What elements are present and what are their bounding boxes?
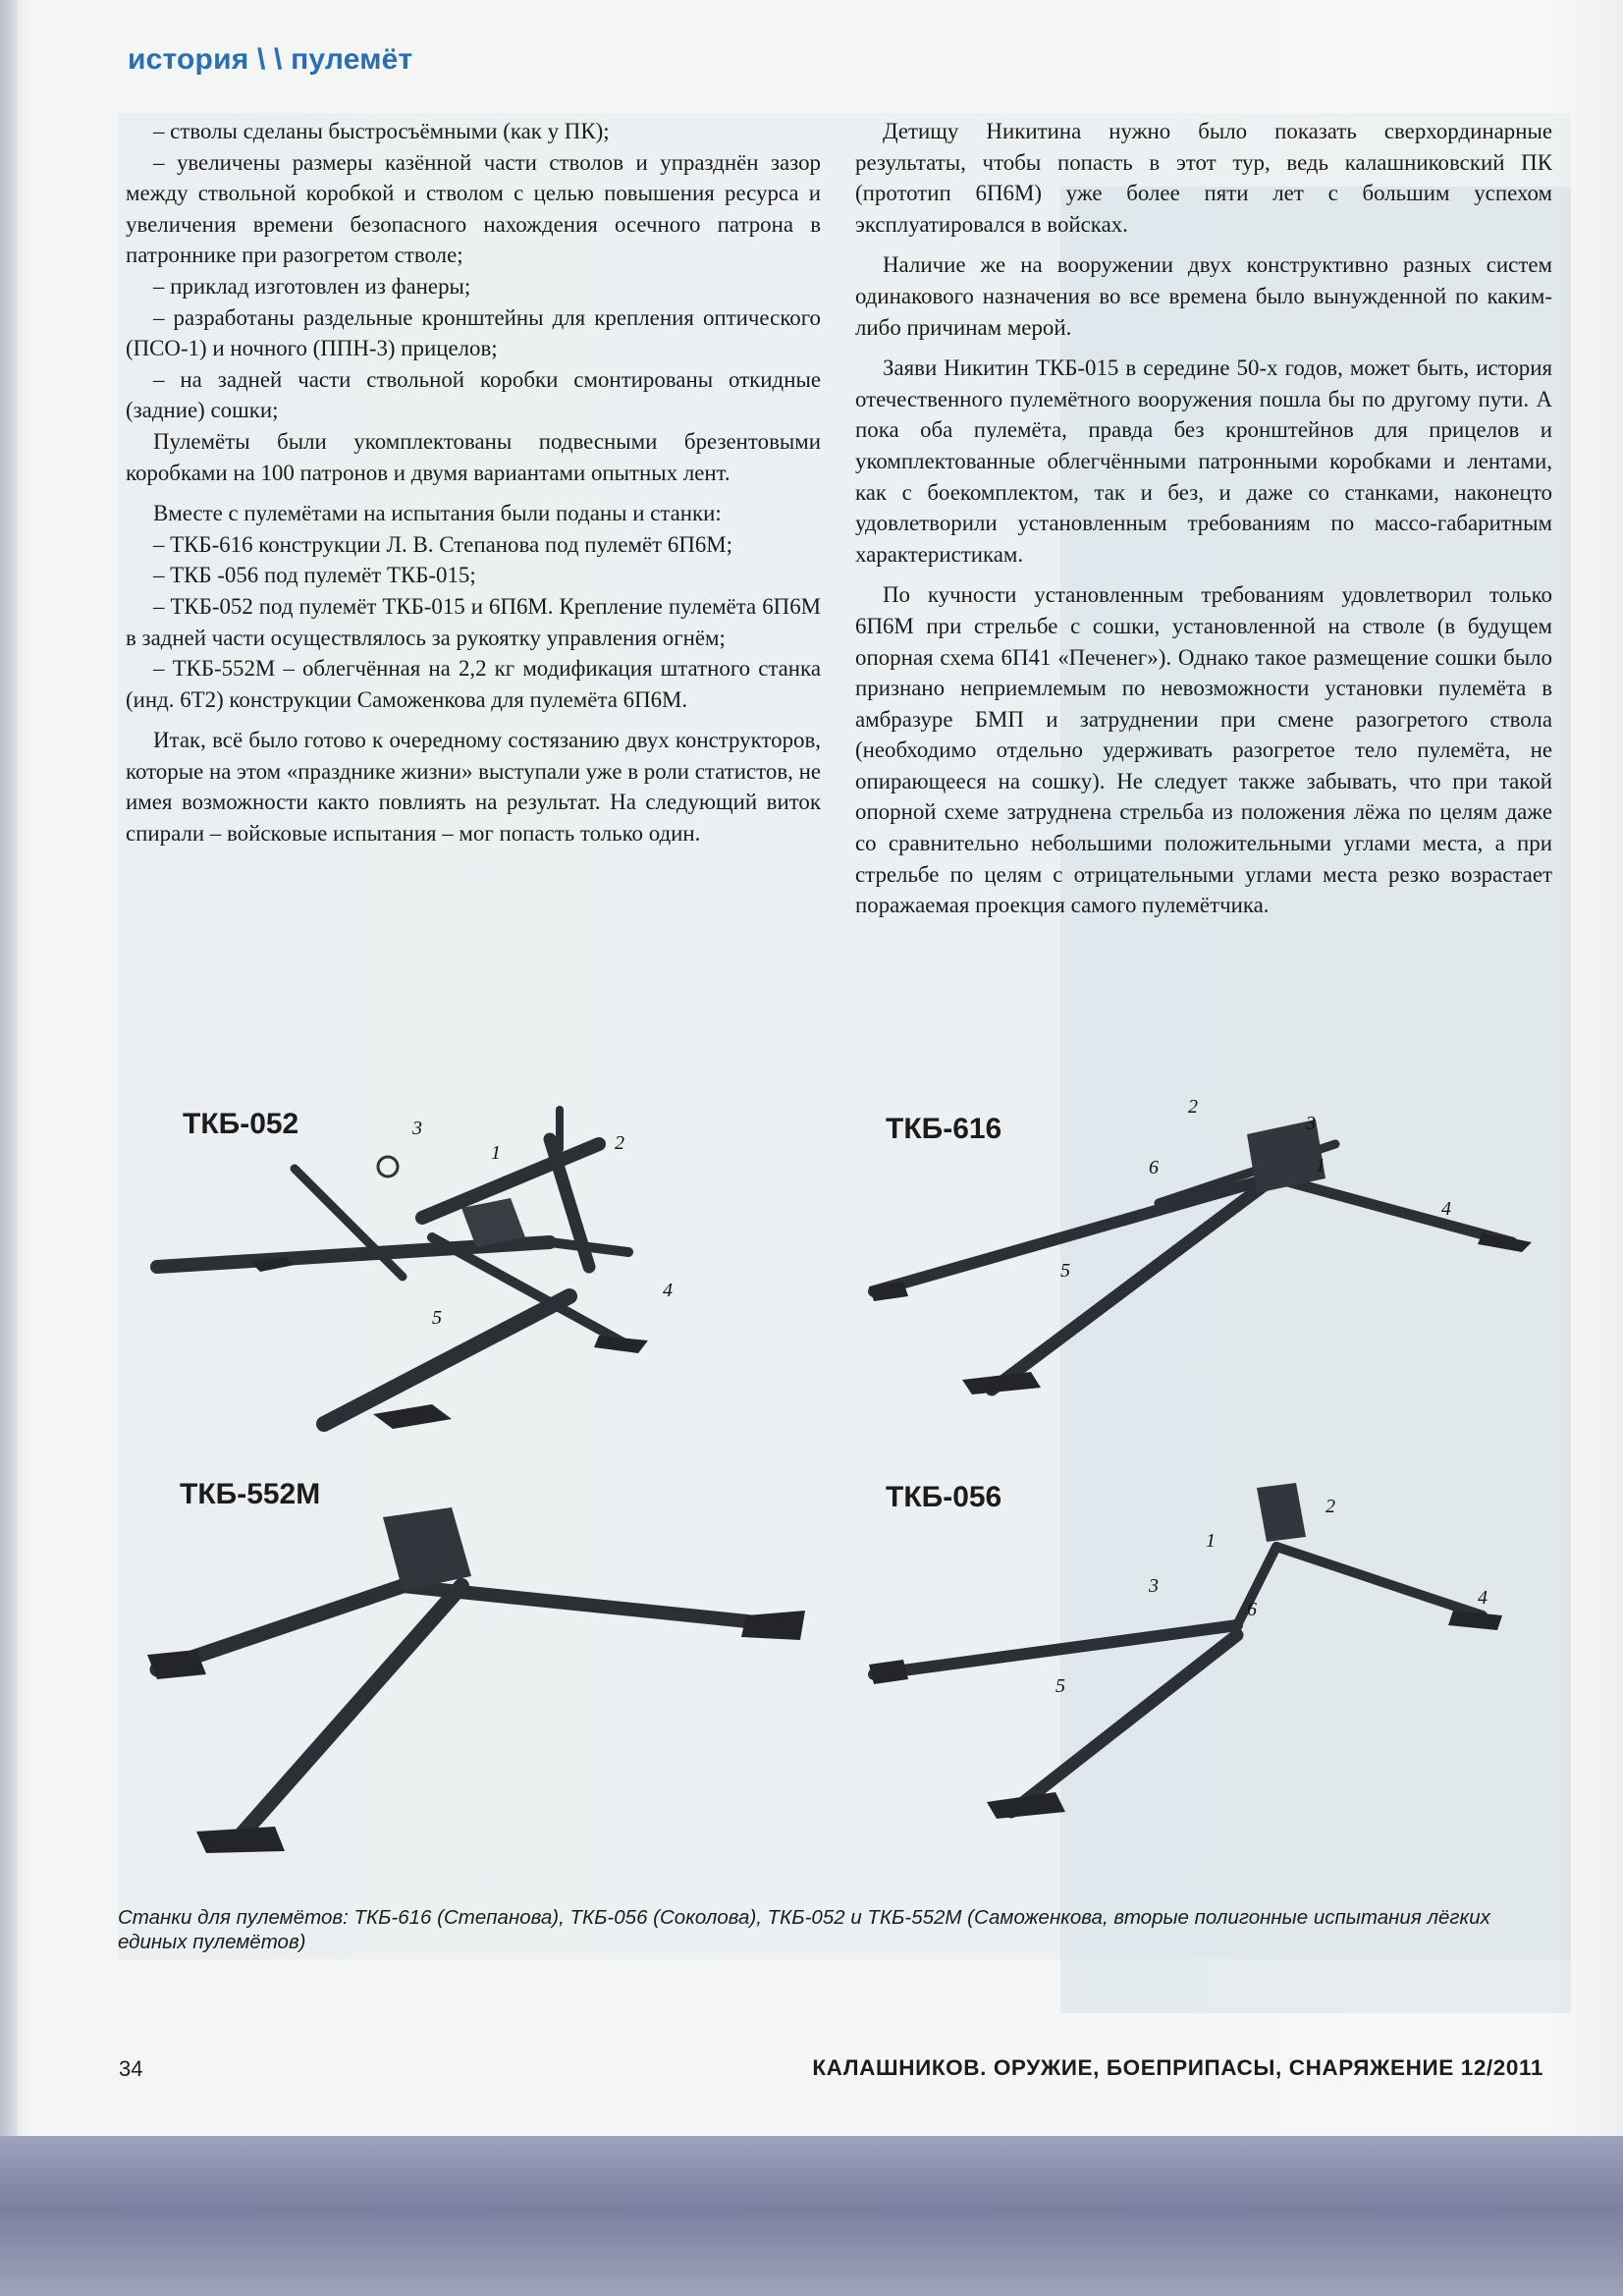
- paragraph: – ТКБ -056 под пулемёт ТКБ-015;: [153, 563, 476, 588]
- page-number: 34: [119, 2056, 143, 2081]
- paragraph: Наличие же на вооружении двух конструктивно разных систем одинакового назначения во все времена было вынужденной по каким-либо причинам мерой.: [855, 252, 1552, 340]
- paragraph: – ТКБ-052 под пулемёт ТКБ-015 и 6П6М. Крепление пулемёта 6П6М в задней части осуществлялось за рукоятку управления огнём;: [126, 593, 821, 650]
- tkb-552m-stand-photo: [137, 1468, 815, 1861]
- callout-4: 4: [1478, 1587, 1488, 1609]
- section-header: история \ \ пулемёт: [128, 43, 413, 76]
- figure-caption: Станки для пулемётов: ТКБ-616 (Степанова), ТКБ-056 (Соколова), ТКБ-052 и ТКБ-552М (Саможенкова, вторые полигонные испытания лёгких единых пулемётов): [118, 1906, 1490, 1953]
- callout-3: 3: [412, 1118, 422, 1139]
- paragraph: – разработаны раздельные кронштейны для крепления оптического (ПСО-1) и ночного (ППН-3) прицелов;: [126, 304, 821, 361]
- callout-2: 2: [615, 1132, 624, 1154]
- paragraph: Вместе с пулемётами на испытания были поданы и станки:: [153, 501, 722, 526]
- figure-label-tkb-052: ТКБ-052: [183, 1108, 299, 1140]
- paragraph: Детищу Никитина нужно было показать сверхординарные результаты, чтобы попасть в этот тур, ведь калашниковский ПК (прототип 6П6М) уже более пяти лет с большим успехом эксплуатировался в войсках.: [855, 119, 1552, 237]
- tkb-056-stand-photo: [864, 1468, 1551, 1861]
- tkb-616-stand-photo: [864, 1095, 1551, 1399]
- callout-2: 2: [1325, 1496, 1335, 1517]
- paragraph: – стволы сделаны быстросъёмными (как у ПК);: [153, 119, 610, 143]
- callout-5: 5: [432, 1307, 442, 1329]
- callout-3: 3: [1306, 1113, 1316, 1134]
- callout-4: 4: [663, 1280, 673, 1301]
- callout-6: 6: [1149, 1157, 1159, 1178]
- paragraph: – увеличены размеры казённой части стволов и упразднён зазор между ствольной коробкой и стволом с целью повышения ресурса и увеличения времени безопасного нахождения осечного патрона в патроннике при разогретом стволе;: [126, 149, 821, 268]
- figure-label-tkb-056: ТКБ-056: [886, 1481, 1002, 1513]
- callout-6: 6: [1247, 1599, 1257, 1620]
- paragraph: – приклад изготовлен из фанеры;: [153, 273, 471, 299]
- callout-1: 1: [1316, 1155, 1325, 1176]
- callout-5: 5: [1055, 1675, 1065, 1697]
- page-binding-edge: [0, 0, 18, 2296]
- callout-3: 3: [1149, 1575, 1159, 1597]
- paragraph: – ТКБ-616 конструкции Л. В. Степанова под пулемёт 6П6М;: [153, 531, 733, 557]
- paragraph: По кучности установленным требованиям удовлетворил только 6П6М при стрельбе с сошки, установленной на стволе (в будущем опорная схема 6П41 «Печенег»). Однако такое размещение сошки было признано неприемлемым по невозможности установки пулемёта в амбразуре БМП и затруднении при смене разогретого ствола (необходимо отдельно удерживать разогретое тело пулемёта, не опирающееся на сошку). Не следует также забывать, что при такой опорной схеме затруднена стрельба из положения лёжа по целям даже со сравнительно небольшими положительными углами места, а при стрельбе по целям с отрицательными углами места резко возрастает поражаемая проекция самого пулемётчика.: [855, 582, 1552, 918]
- figure-label-tkb-552m: ТКБ-552М: [180, 1478, 321, 1510]
- text-column-left: [126, 116, 821, 849]
- paragraph: Пулемёты были укомплектованы подвесными брезентовыми коробками на 100 патронов и двумя вариантами опытных лент.: [126, 428, 821, 485]
- callout-4: 4: [1441, 1198, 1451, 1220]
- paragraph: Итак, всё было готово к очередному состязанию двух конструкторов, которые на этом «празднике жизни» выступали уже в роли статистов, не имея возможности както повлиять на результат. На следующий виток спирали – войсковые испытания – мог попасть только один.: [126, 728, 821, 847]
- scan-bottom-edge: [0, 2136, 1623, 2296]
- callout-2: 2: [1188, 1096, 1198, 1118]
- paragraph: – ТКБ-552М – облегчённая на 2,2 кг модификация штатного станка (инд. 6Т2) конструкции Саможенкова для пулемёта 6П6М.: [126, 656, 821, 712]
- callout-5: 5: [1060, 1260, 1070, 1282]
- callout-1: 1: [491, 1142, 501, 1164]
- figure-label-tkb-616: ТКБ-616: [886, 1113, 1002, 1145]
- callout-1: 1: [1206, 1530, 1216, 1552]
- journal-footer: КАЛАШНИКОВ. ОРУЖИЕ, БОЕПРИПАСЫ, СНАРЯЖЕНИЕ 12/2011: [812, 2055, 1543, 2080]
- paragraph: – на задней части ствольной коробки смонтированы откидные (задние) сошки;: [126, 366, 821, 423]
- text-column-right: [855, 116, 1552, 921]
- tkb-052-stand-photo: [137, 1090, 805, 1434]
- paragraph: Заяви Никитин ТКБ-015 в середине 50-х годов, может быть, история отечественного пулемётного вооружения пошла бы по другому пути. А пока оба пулемёта, правда без кронштейнов для прицелов и укомплектованные облегчёнными патронными коробками и лентами, как с боекомплектом, так и без, и даже со станками, наконецто удовлетворили установленным требованиям по массо-габаритным характеристикам.: [855, 355, 1552, 567]
